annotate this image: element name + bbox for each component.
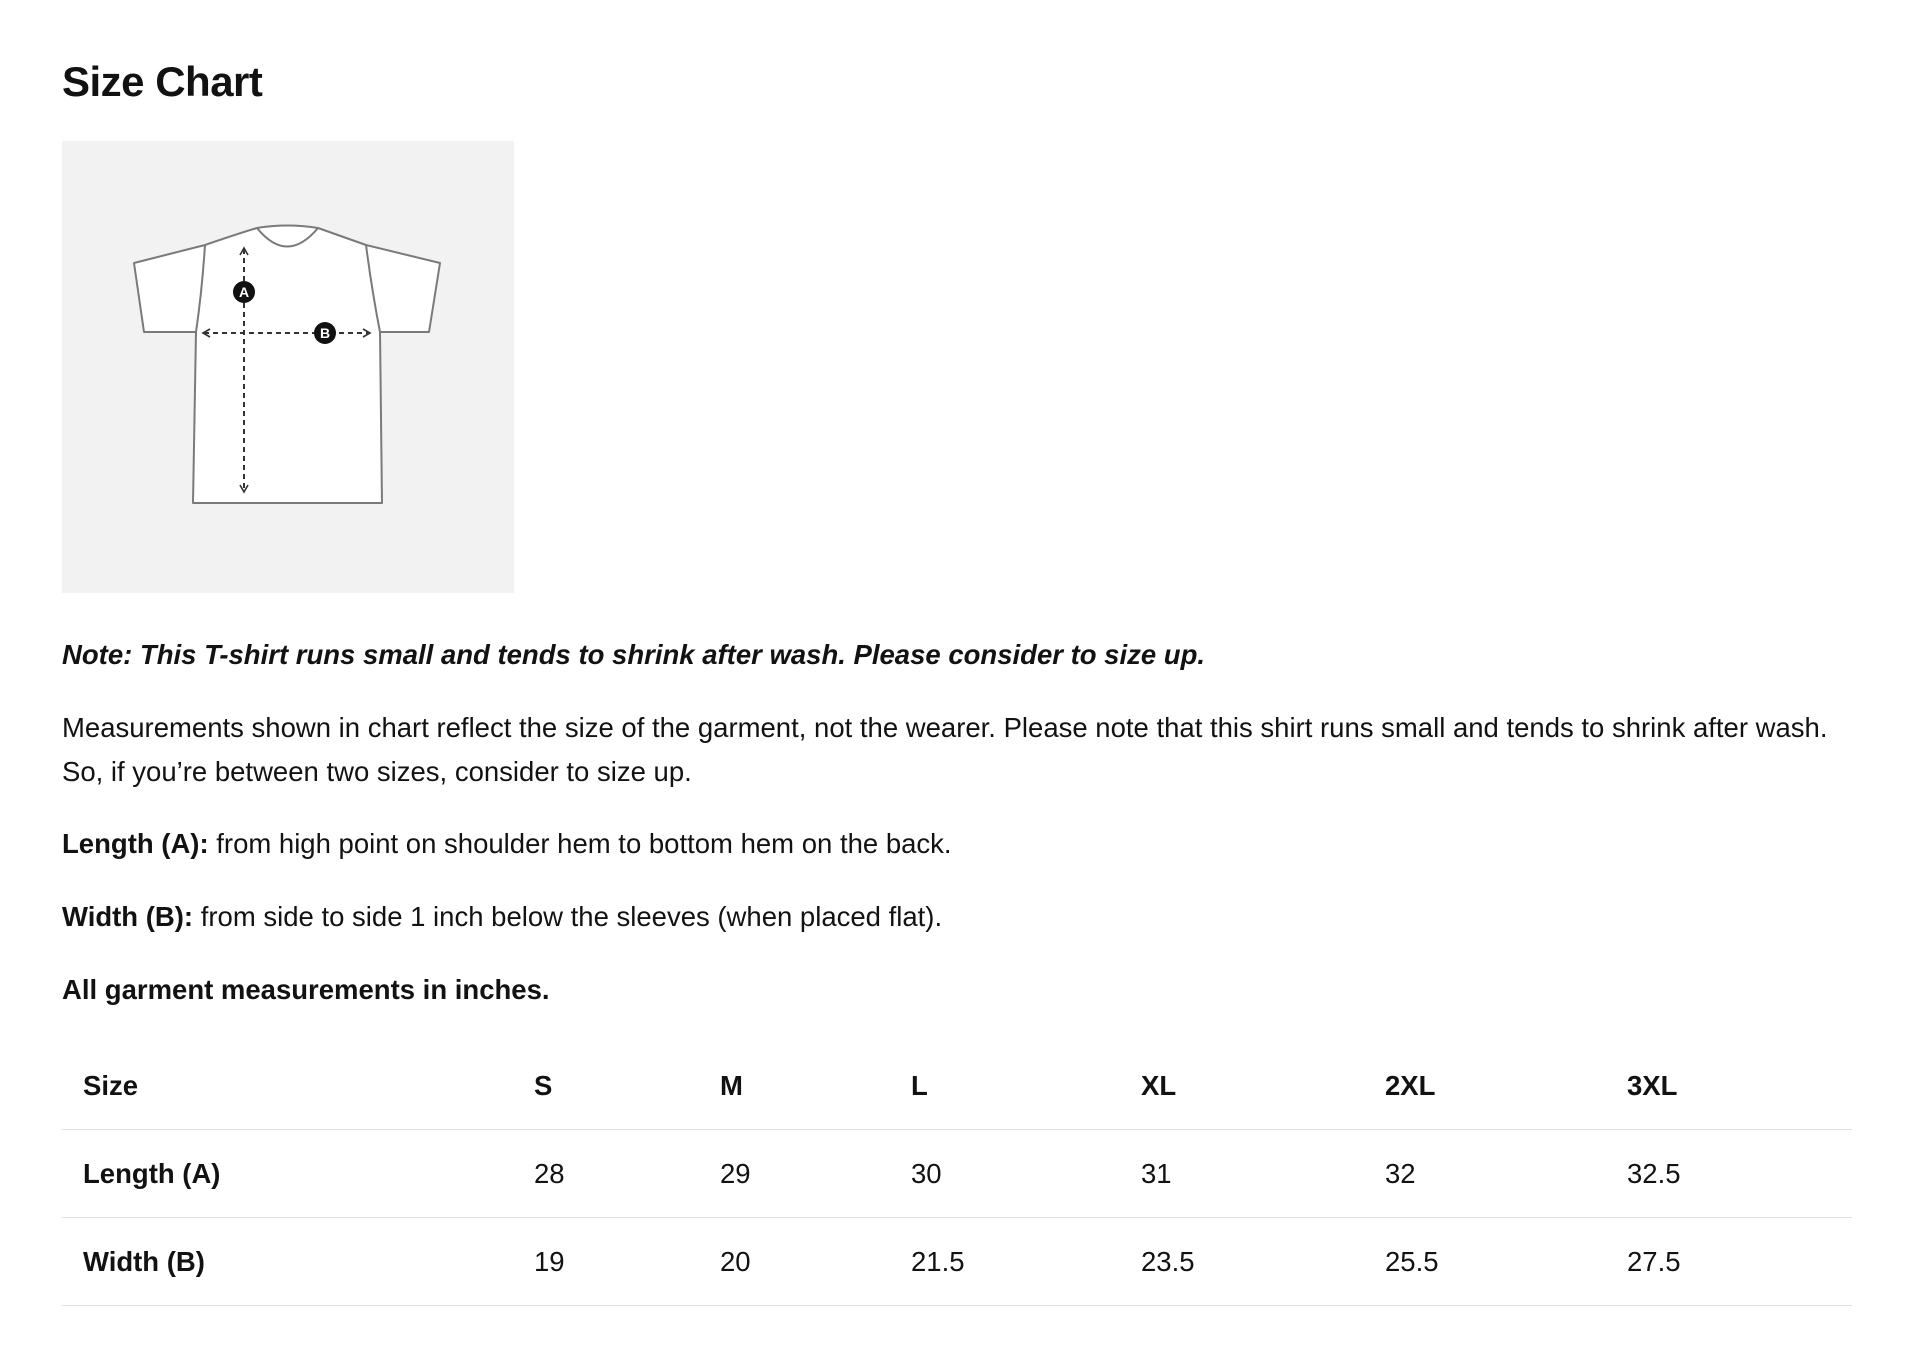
table-cell: 29	[720, 1130, 911, 1218]
size-table	[62, 1042, 1852, 1306]
table-cell: 21.5	[911, 1218, 1141, 1306]
header-cell: S	[534, 1042, 720, 1130]
table-row	[62, 1218, 1852, 1306]
intro-paragraph: Measurements shown in chart reflect the size of the garment, not the wearer. Please note that this shirt runs small and tends to shrink after wash. So, if you’re between two sizes, consider to size up.	[62, 712, 1828, 787]
table-header-row	[62, 1042, 1852, 1130]
table-cell: 27.5	[1627, 1218, 1852, 1306]
table-cell: 20	[720, 1218, 911, 1306]
header-cell: 3XL	[1627, 1042, 1852, 1130]
header-cell: XL	[1141, 1042, 1385, 1130]
table-row	[62, 1130, 1852, 1218]
header-cell: 2XL	[1385, 1042, 1627, 1130]
row-label: Width (B)	[62, 1218, 534, 1306]
header-cell: L	[911, 1042, 1141, 1130]
table-cell: 28	[534, 1130, 720, 1218]
table-cell: 32.5	[1627, 1130, 1852, 1218]
header-cell: M	[720, 1042, 911, 1130]
length-definition	[62, 822, 1852, 866]
units-note: All garment measurements in inches.	[62, 974, 550, 1005]
tshirt-diagram	[62, 141, 514, 593]
row-label: Length (A)	[62, 1130, 534, 1218]
marker-a: A	[238, 284, 250, 300]
table-cell: 32	[1385, 1130, 1627, 1218]
page-title: Size Chart	[62, 58, 263, 105]
length-text: from high point on shoulder hem to bottom hem on the back.	[208, 828, 952, 859]
width-text: from side to side 1 inch below the sleeves (when placed flat).	[193, 901, 943, 932]
table-cell: 31	[1141, 1130, 1385, 1218]
table-cell: 23.5	[1141, 1218, 1385, 1306]
marker-b: B	[319, 325, 331, 341]
header-cell: Size	[62, 1042, 534, 1130]
tshirt-measurement-icon	[62, 141, 514, 593]
table-cell: 19	[534, 1218, 720, 1306]
length-label: Length (A):	[62, 828, 209, 859]
table-cell: 30	[911, 1130, 1141, 1218]
size-note: Note: This T-shirt runs small and tends to shrink after wash. Please consider to size up.	[62, 639, 1206, 670]
width-definition	[62, 895, 1852, 939]
table-cell: 25.5	[1385, 1218, 1627, 1306]
width-label: Width (B):	[62, 901, 194, 932]
